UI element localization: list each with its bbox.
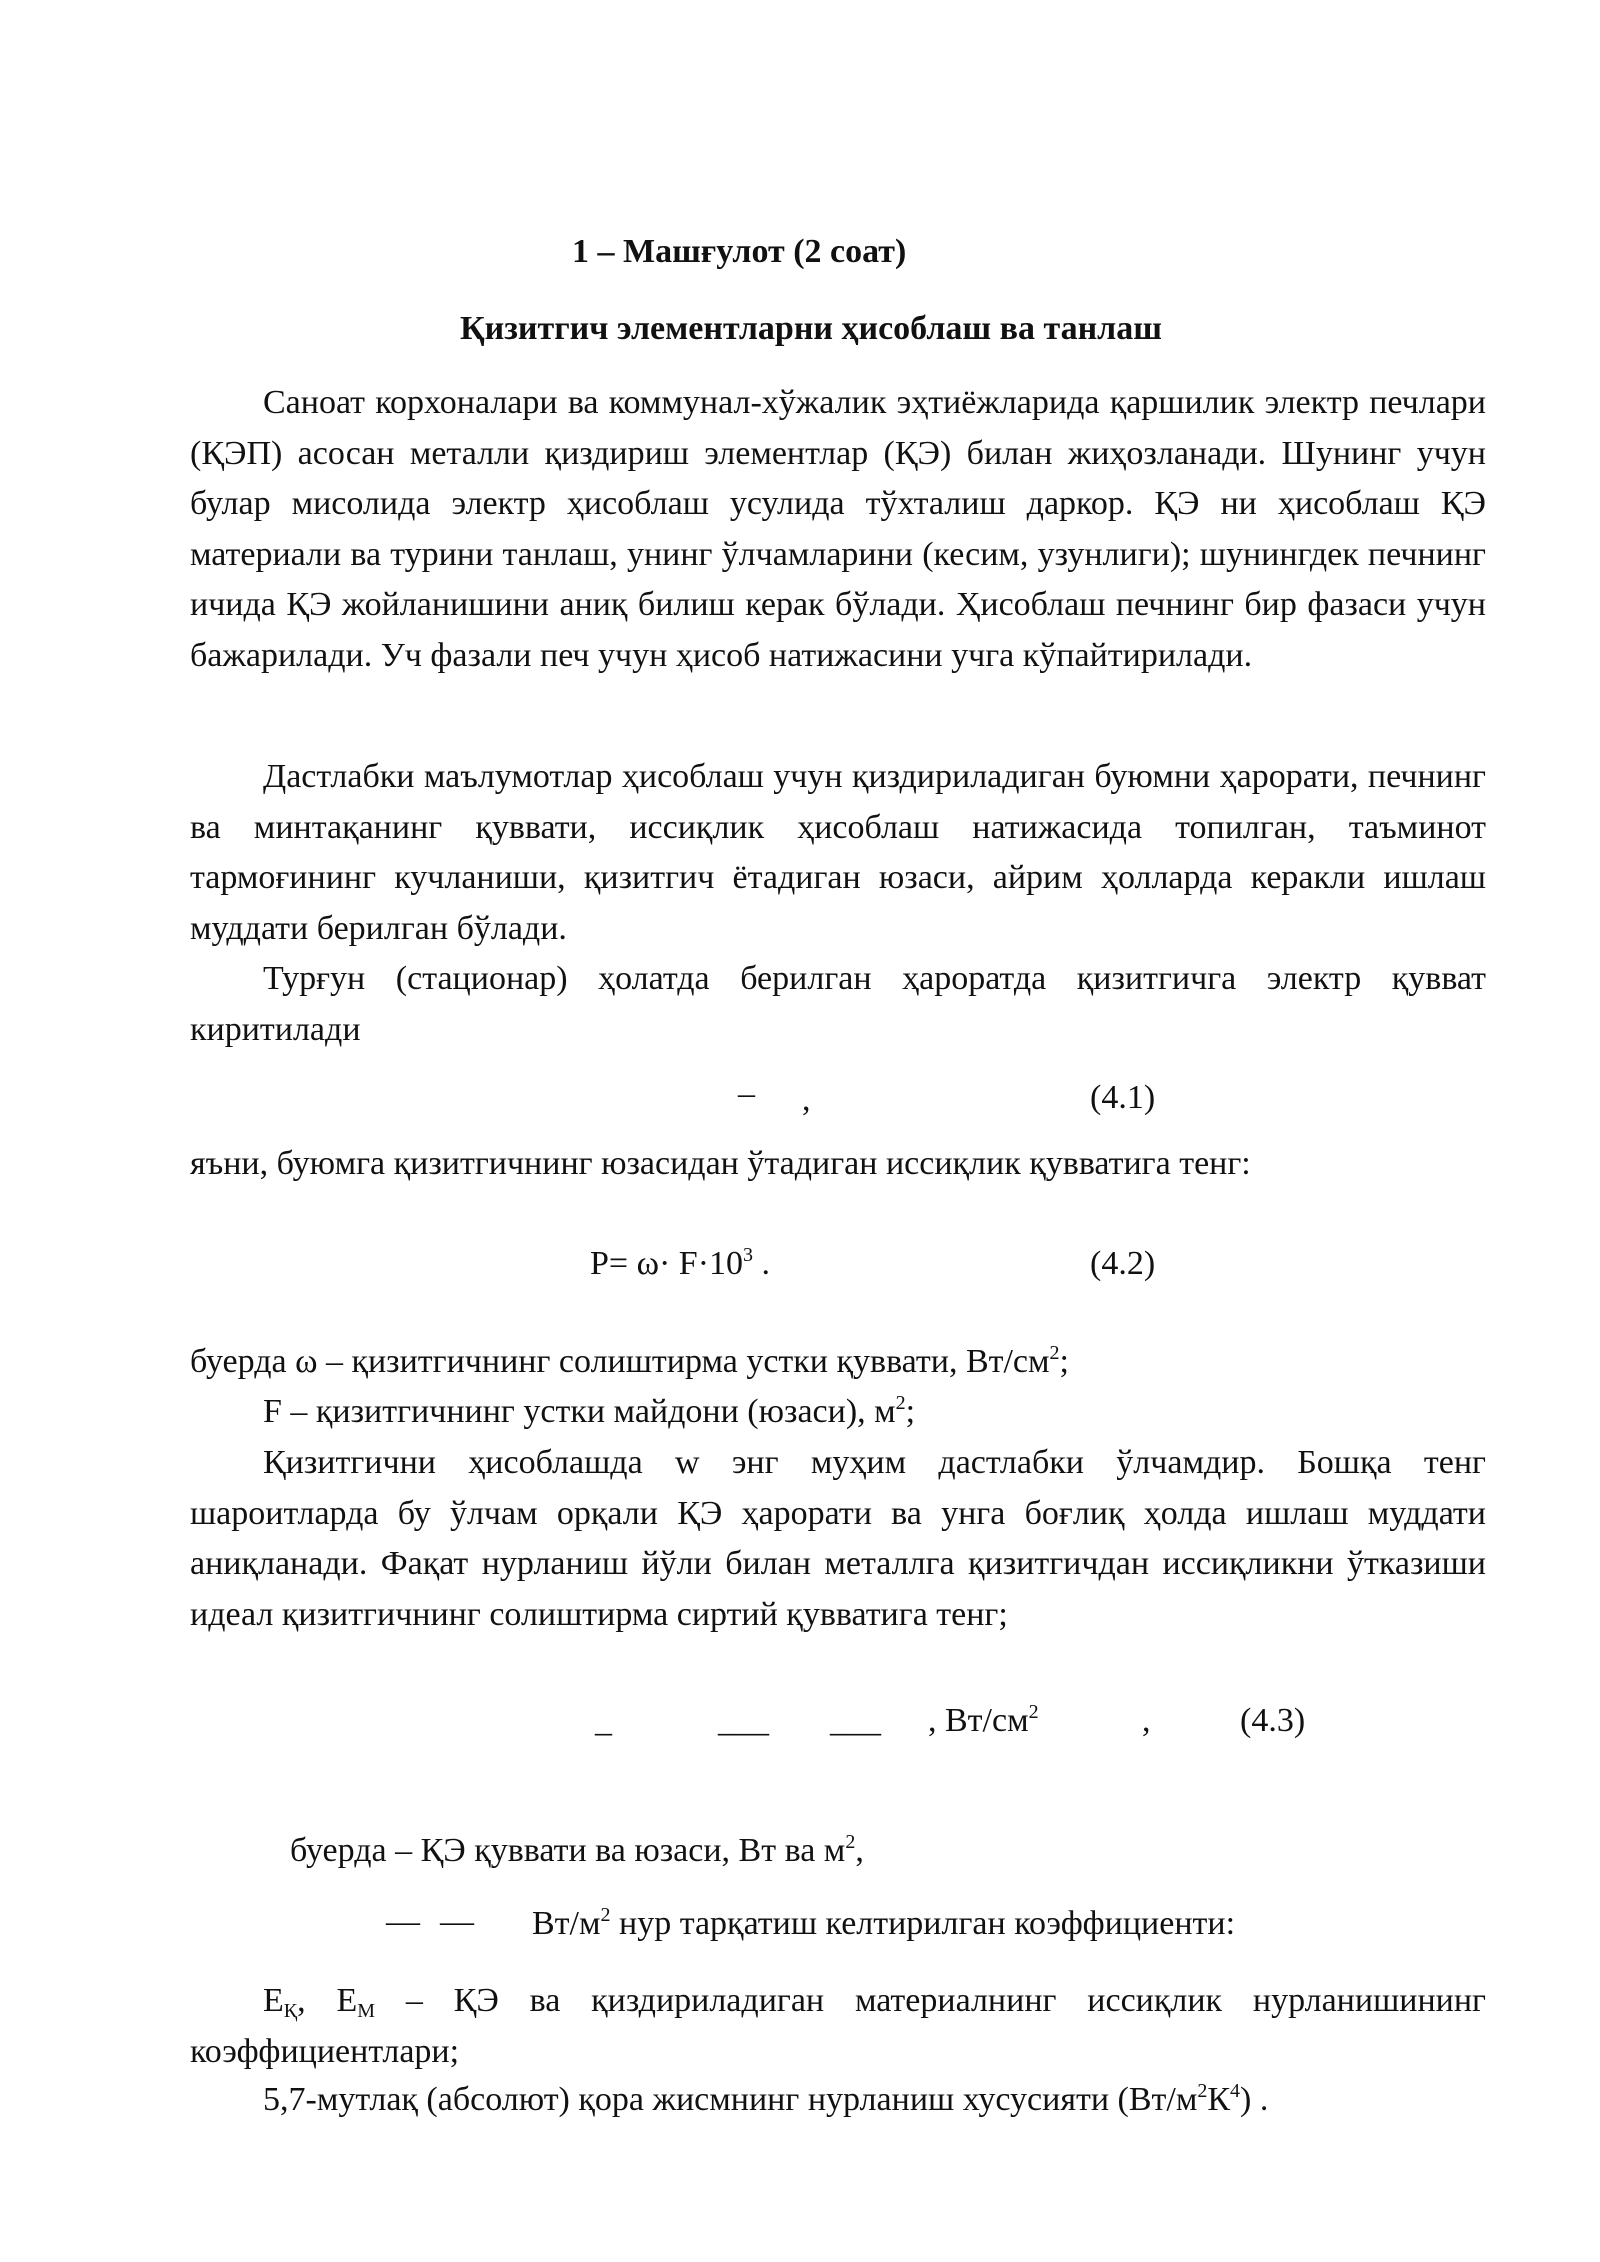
equation-4-3-unit — [928, 1697, 1039, 1745]
definition-omega-sup: 2 — [1049, 1342, 1060, 1364]
definition-f-sup: 2 — [895, 1392, 906, 1414]
definition-emission-coef-unit: Вт/м — [532, 1905, 601, 1942]
paragraph-intro: Саноат корхоналари ва коммунал-хўжалик эҳтиёжларида қаршилик электр печлари (ҚЭП) асосан металли қиздириш элементлар (ҚЭ) билан жиҳозланади. Шунинг учун булар мисолида электр ҳисоблаш усулида тўхталиш даркор. ҚЭ ни ҳисоблаш ҚЭ материали ва турини танлаш, унинг ўлчамларини (кесим, узунлиги); шунингдек печнинг ичида ҚЭ жойланишини аниқ билиш керак бўлади. Ҳисоблаш печнинг бир фазаси учун бажарилади. Уч фазали печ учун ҳисоб натижасини учга кўпайтирилади. — [190, 384, 1486, 674]
topic-title: Қизитгич элементларни ҳисоблаш ва танлаш — [460, 310, 1162, 347]
emissivity-sub-k: Қ — [283, 2000, 298, 2022]
paragraph-heater-calc: Қизитгични ҳисоблашда w энг муҳим дастлабки ўлчамдир. Бошқа тенг шароитларда бу ўлчам орқали ҚЭ ҳарорати ва унга боғлиқ ҳолда ишлаш муддати аниқланади. Фақат нурланиш йўли билан металлга қизитгичдан иссиқликни ўтказиши идеал қизитгичнинг солиштирма сиртий қувватига тенг; — [190, 1444, 1486, 1633]
lesson-title: 1 – Машғулот (2 соат) — [572, 233, 907, 270]
equation-4-3-unit-sup: 2 — [1028, 1701, 1039, 1723]
black-body-sup-2: 4 — [1230, 2080, 1241, 2102]
definition-f — [263, 1388, 915, 1436]
paragraph-emissivity — [190, 1976, 1486, 2077]
definition-black-body — [263, 2076, 1268, 2124]
equation-4-2 — [590, 1240, 770, 1288]
equation-4-2-dot: . — [753, 1245, 771, 1282]
emissivity-sub-m: М — [357, 2000, 376, 2022]
definition-power-area — [290, 1827, 864, 1875]
equation-4-3-number: (4.3) — [1240, 1702, 1306, 1739]
definition-power-area-end: , — [855, 1832, 864, 1869]
equation-4-3-comma: , — [1142, 1702, 1151, 1739]
emissivity-text: – ҚЭ ва қиздириладиган материалнинг иссиқлик нурланишининг коэффициентлари; — [190, 1982, 1486, 2070]
black-body-k: К — [1207, 2081, 1231, 2118]
black-body-sup-1: 2 — [1197, 2080, 1208, 2102]
equation-4-3-bar-2: ___ — [718, 1702, 769, 1739]
definition-power-area-sup: 2 — [845, 1831, 856, 1853]
definition-omega — [190, 1338, 1069, 1386]
paragraph-that-is: яъни, буюмга қизитгичнинг юзасидан ўтадиган иссиқлик қувватига тенг: — [190, 1145, 1251, 1182]
equation-4-3-bar-3: ___ — [830, 1702, 881, 1739]
black-body-text: 5,7-мутлақ (абсолют) қора жисмнинг нурланиш хусусияти (Вт/м — [263, 2081, 1198, 2118]
paragraph-steady-state: Турғун (стационар) ҳолатда берилган ҳароратда қизитгичга электр қувват киритилади — [190, 960, 1486, 1048]
paragraph-initial-data: Дастлабки маълумотлар ҳисоблаш учун қиздириладиган буюмни ҳарорати, печнинг ва минтақанинг қуввати, иссиқлик ҳисоблаш натижасида топилган, таъминот тармоғининг кучланиши, қизитгич ётадиган юзаси, айрим ҳолларда керакли ишлаш муддати берилган бўлади. — [190, 758, 1486, 947]
black-body-end: ) . — [1240, 2081, 1269, 2118]
equation-4-2-lhs: P= ω· F·10 — [590, 1245, 744, 1282]
definition-emission-coef — [532, 1900, 1235, 1948]
definition-omega-end: ; — [1059, 1343, 1069, 1380]
definition-f-end: ; — [905, 1393, 916, 1430]
definition-emission-coef-sup: 2 — [600, 1904, 611, 1926]
equation-4-2-number: (4.2) — [1090, 1245, 1156, 1282]
equation-4-3-bar-1: _ — [595, 1702, 612, 1739]
emissivity-e-k: E — [263, 1982, 284, 2019]
emissivity-e-m: , E — [297, 1982, 358, 2019]
equation-4-1-number: (4.1) — [1090, 1079, 1156, 1116]
definition-f-text: F – қизитгичнинг устки майдони (юзаси), м — [263, 1393, 896, 1430]
equation-4-1-fraction-bar: – — [738, 1075, 755, 1112]
equation-4-1-comma: , — [802, 1081, 811, 1118]
equation-4-3-unit-text: , Вт/см — [928, 1702, 1029, 1739]
equation-4-2-exponent: 3 — [743, 1244, 754, 1266]
definition-omega-text: буерда ω – қизитгичнинг солиштирма устки қуввати, Вт/см — [190, 1343, 1050, 1380]
definition-power-area-text: буерда – ҚЭ қуввати ва юзаси, Вт ва м — [290, 1832, 846, 1869]
definition-emission-coef-text: нур тарқатиш келтирилган коэффициенти: — [610, 1905, 1236, 1942]
equation-coef-bar-2: — — [440, 1903, 474, 1940]
equation-coef-bar-1: — — [386, 1903, 420, 1940]
